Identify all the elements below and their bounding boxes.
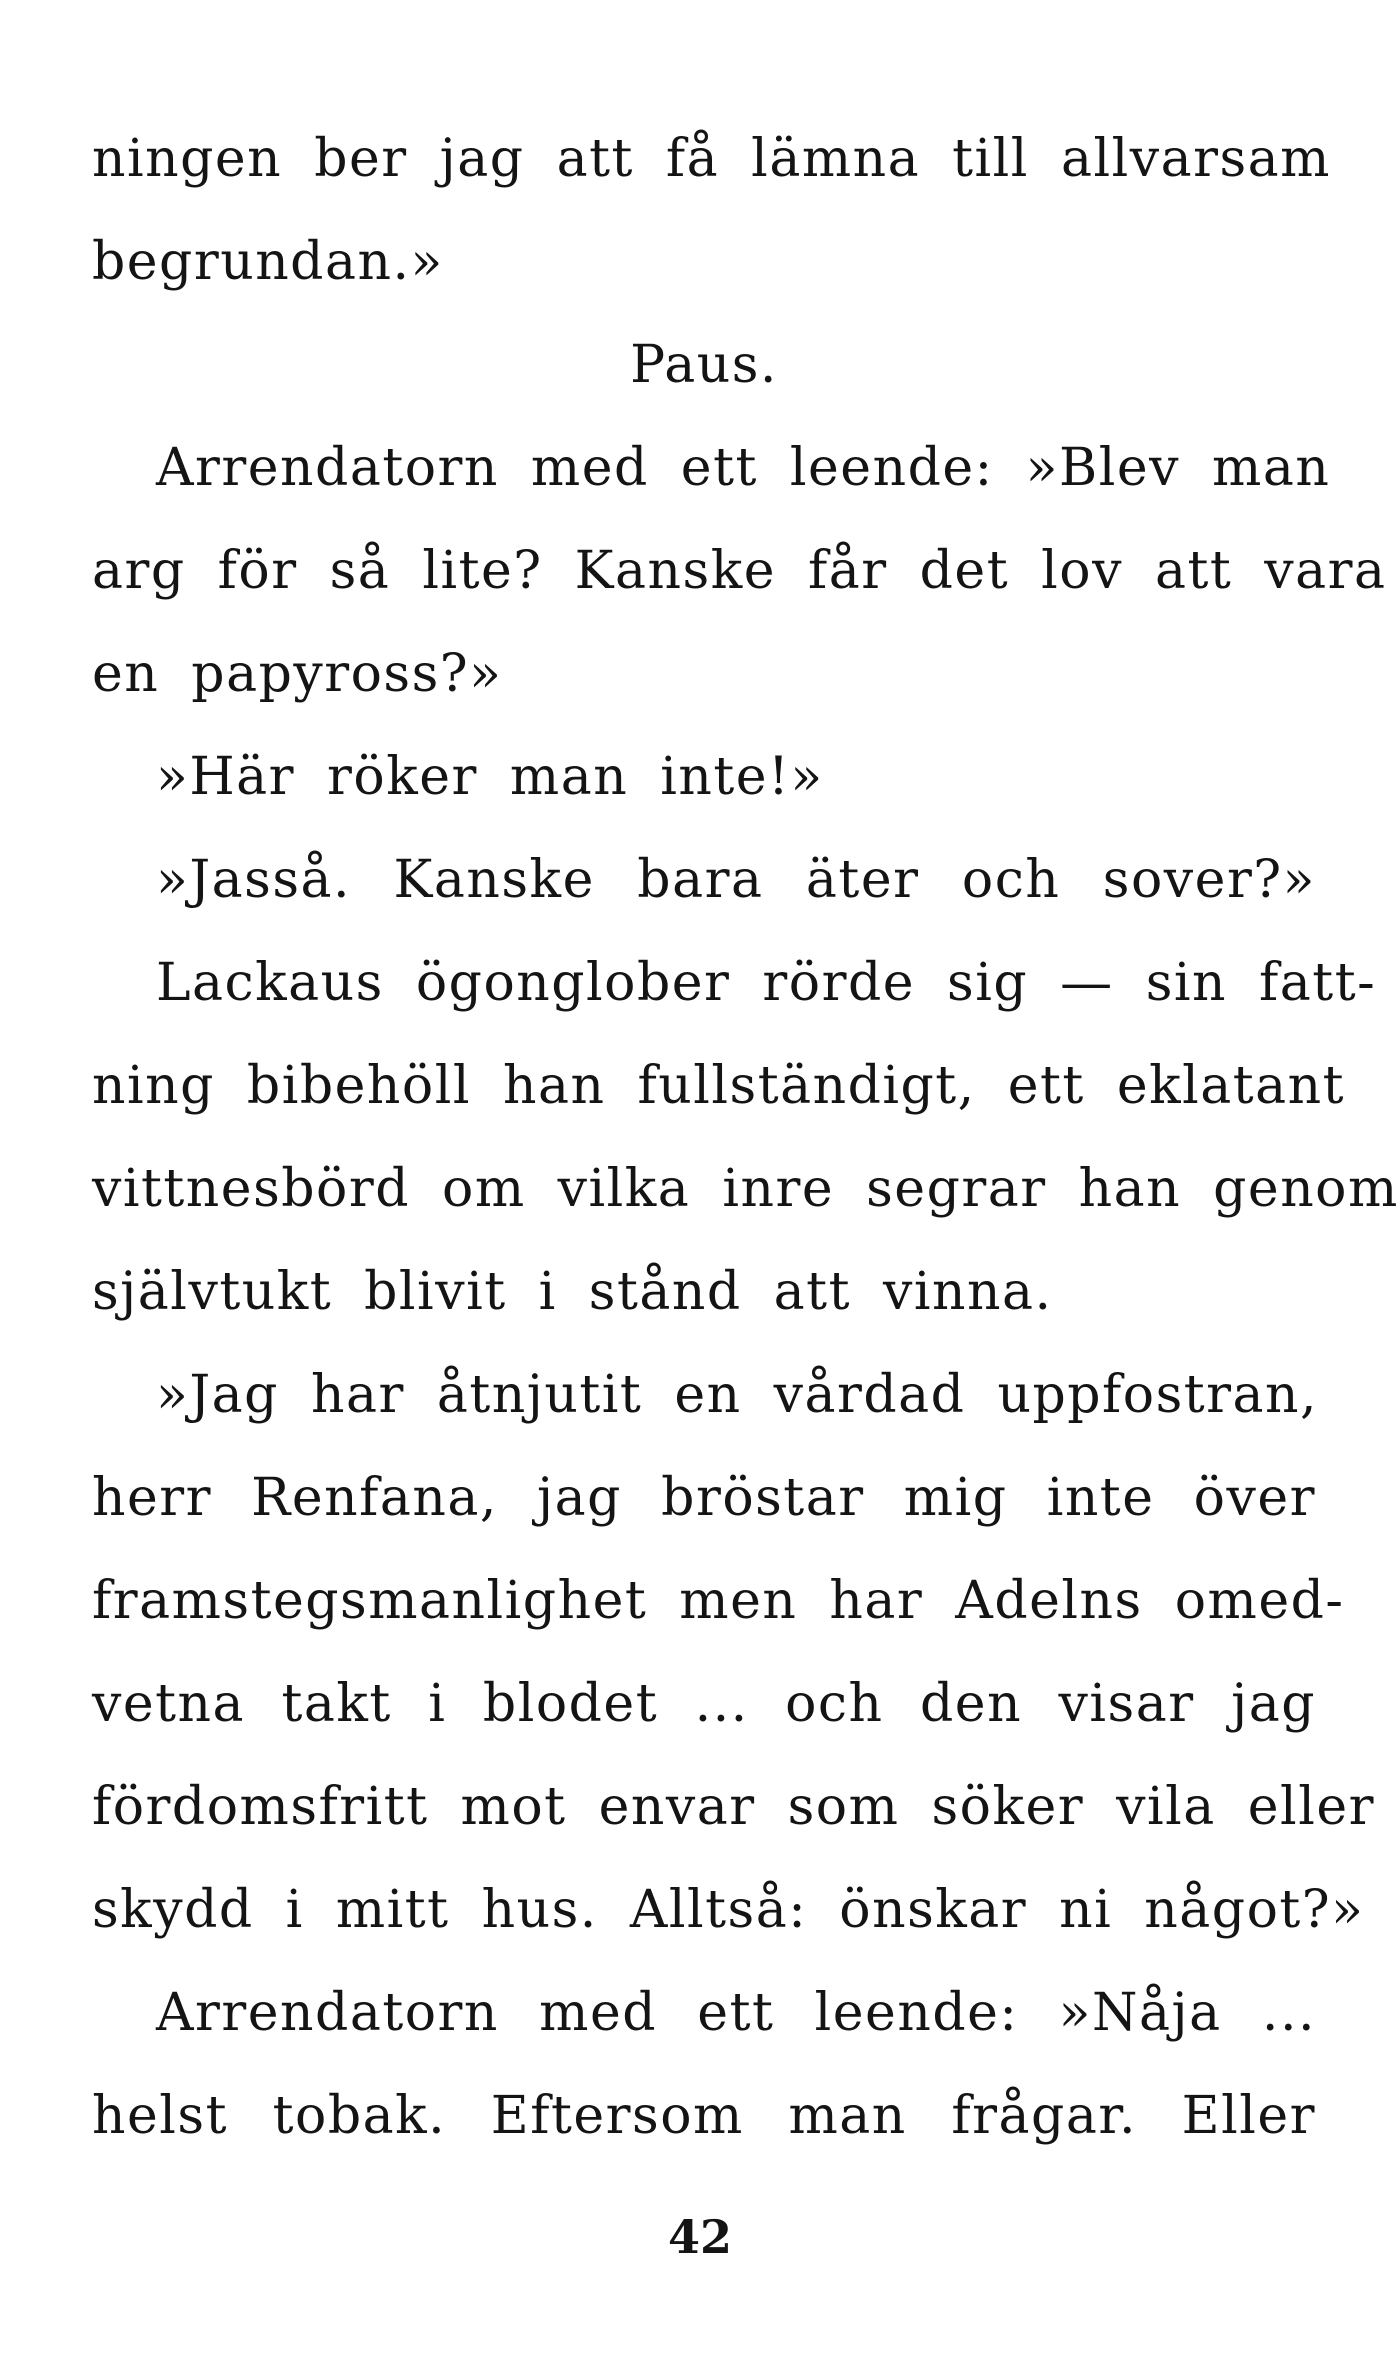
- text-line-centered: Paus.: [630, 335, 778, 395]
- text-line: självtukt blivit i stånd att vinna.: [92, 1262, 1053, 1322]
- text-line: en papyross?»: [92, 644, 503, 704]
- text-line: Lackaus ögonglober rörde sig — sin fatt-: [156, 953, 1377, 1013]
- text-line: arg för så lite? Kanske får det lov att vara: [92, 541, 1387, 601]
- text-line: fördomsfritt mot envar som söker vila eller: [92, 1777, 1375, 1837]
- text-line: »Här röker man inte!»: [156, 747, 824, 807]
- text-line: skydd i mitt hus. Alltså: önskar ni något?»: [92, 1880, 1365, 1940]
- text-line: helst tobak. Eftersom man frågar. Eller: [92, 2086, 1316, 2146]
- text-line: »Jag har åtnjutit en vårdad uppfostran,: [156, 1365, 1319, 1425]
- text-line: ning bibehöll han fullständigt, ett eklatant: [92, 1056, 1346, 1116]
- page-number: 42: [667, 2210, 732, 2264]
- text-line: vetna takt i blodet ... och den visar jag: [92, 1674, 1316, 1734]
- text-line: framstegsmanlighet men har Adelns omed-: [92, 1571, 1345, 1631]
- text-line: begrundan.»: [92, 232, 444, 292]
- text-line: herr Renfana, jag bröstar mig inte över: [92, 1468, 1316, 1528]
- text-line: ningen ber jag att få lämna till allvarsam: [92, 129, 1331, 189]
- text-line: vittnesbörd om vilka inre segrar han genom: [92, 1159, 1399, 1219]
- text-line: »Jasså. Kanske bara äter och sover?»: [156, 850, 1316, 910]
- text-line: Arrendatorn med ett leende: »Nåja ...: [156, 1983, 1316, 2043]
- text-line: Arrendatorn med ett leende: »Blev man: [156, 438, 1331, 498]
- page-text: [92, 108, 1399, 2168]
